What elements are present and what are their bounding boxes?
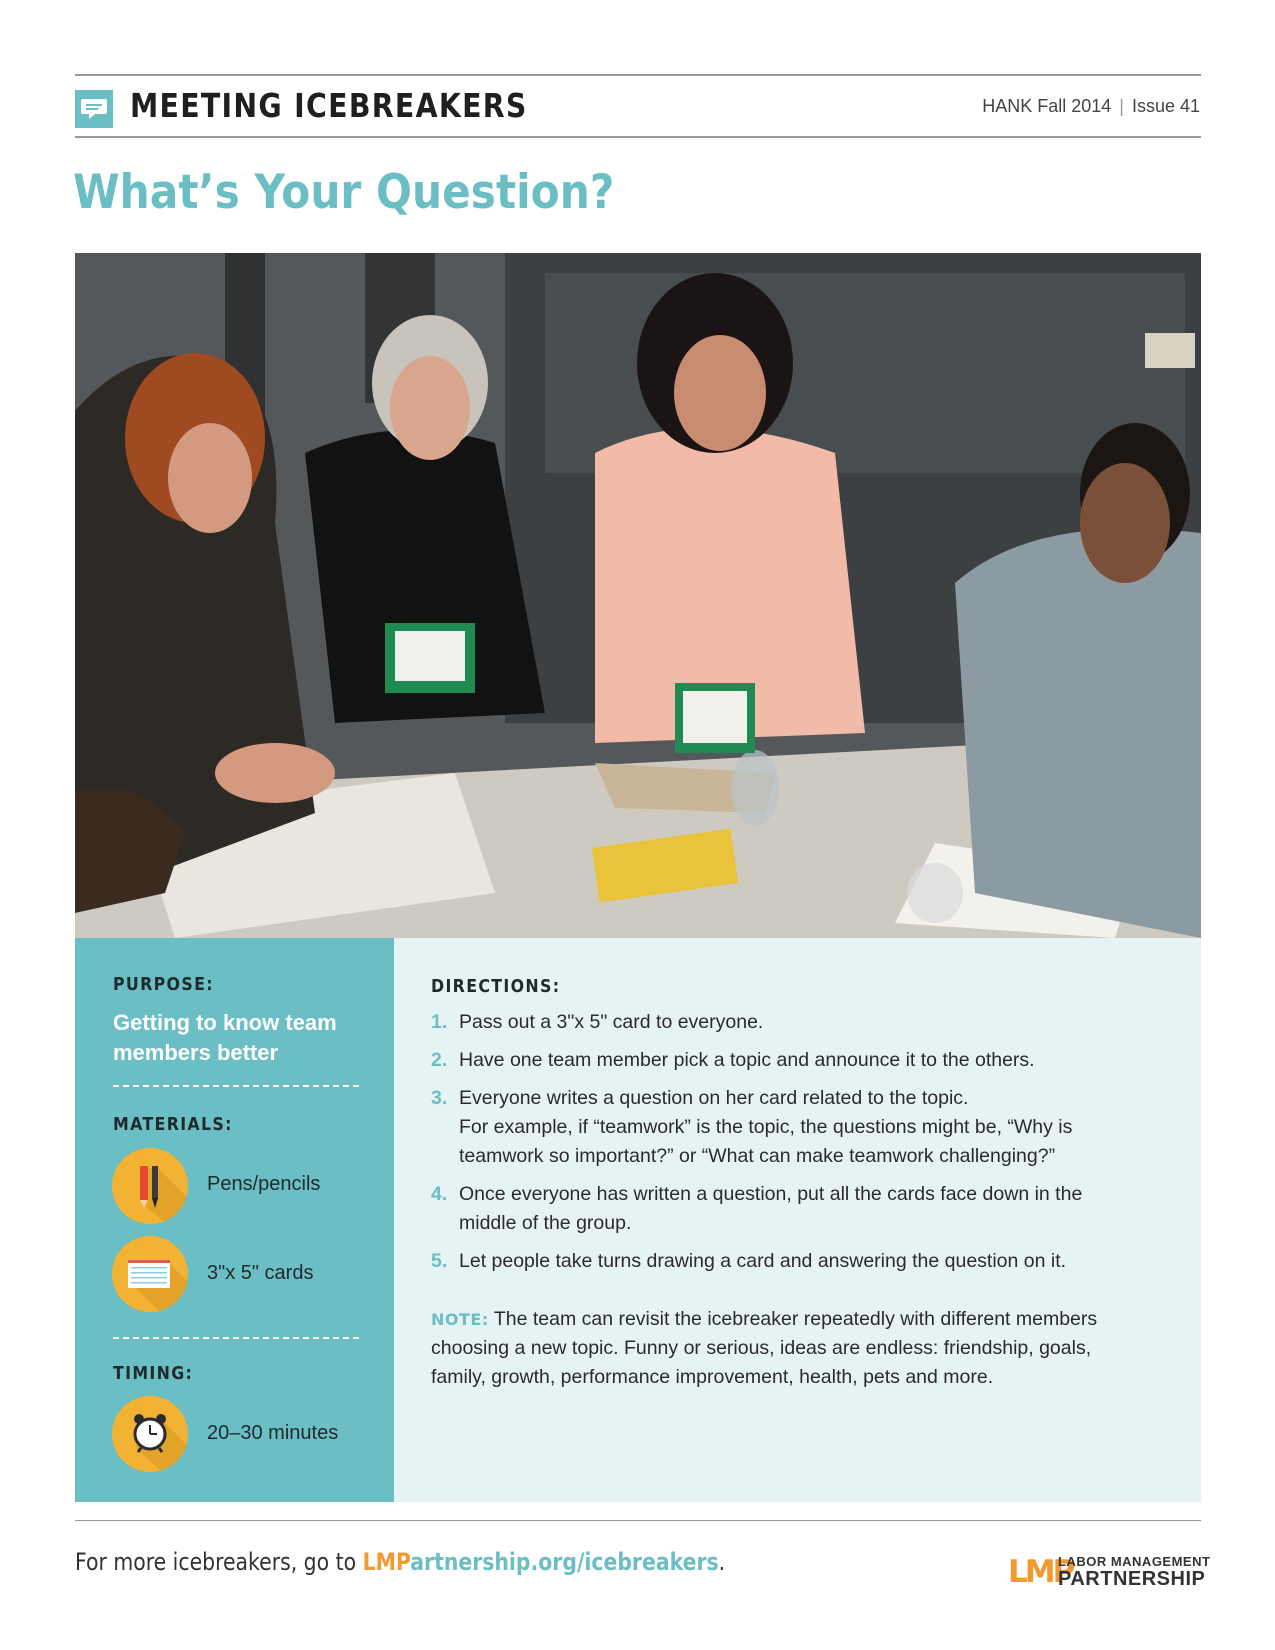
purpose-line: Getting to know team <box>113 1010 337 1035</box>
header-bottom-rule <box>75 136 1201 138</box>
top-rule <box>75 74 1201 76</box>
step-text: Everyone writes a question on her card related to the topic. <box>459 1087 969 1109</box>
purpose-text <box>113 1008 373 1068</box>
step-text: middle of the group. <box>459 1212 632 1234</box>
info-sidebar <box>75 938 394 1502</box>
timing-label: 20–30 minutes <box>207 1422 339 1444</box>
directions-panel <box>394 938 1201 1502</box>
direction-step <box>431 1180 1151 1238</box>
footer-text <box>75 1548 725 1576</box>
direction-step <box>431 1247 1151 1276</box>
issue-separator: | <box>1119 96 1124 116</box>
step-number: 5. <box>431 1250 448 1272</box>
step-number: 2. <box>431 1049 448 1071</box>
footer-link-lmp: LMP <box>362 1548 411 1576</box>
footer-prefix: For more icebreakers, go to <box>75 1548 363 1576</box>
timing-heading: TIMING: <box>113 1363 194 1384</box>
meeting-photo <box>75 253 1201 938</box>
note-text: family, growth, performance improvement, health, pets and more. <box>431 1366 994 1388</box>
step-text: Let people take turns drawing a card and answering the question on it. <box>459 1250 1067 1272</box>
direction-step <box>431 1008 1151 1037</box>
alarm-clock-icon <box>112 1396 188 1472</box>
speech-bubble-icon <box>75 90 113 128</box>
step-text: Once everyone has written a question, put all the cards face down in the <box>459 1183 1083 1205</box>
step-text: For example, if “teamwork” is the topic, the questions might be, “Why is <box>459 1116 1073 1138</box>
materials-heading: MATERIALS: <box>113 1114 233 1135</box>
step-text: Pass out a 3"x 5" card to everyone. <box>459 1011 764 1033</box>
logo-line1: LABOR MANAGEMENT <box>1058 1554 1211 1569</box>
note-text: The team can revisit the icebreaker repeatedly with different members <box>493 1308 1098 1330</box>
direction-step <box>431 1084 1151 1171</box>
step-number: 1. <box>431 1011 448 1033</box>
purpose-heading: PURPOSE: <box>113 974 214 995</box>
step-text: Have one team member pick a topic and announce it to the others. <box>459 1049 1035 1071</box>
direction-step <box>431 1046 1151 1075</box>
directions-heading: DIRECTIONS: <box>431 976 561 997</box>
section-title: MEETING ICEBREAKERS <box>130 86 528 125</box>
lmp-logo <box>1008 1552 1211 1596</box>
footer-rule <box>75 1520 1201 1521</box>
page-title: What’s Your Question? <box>73 165 615 220</box>
note-text: choosing a new topic. Funny or serious, ideas are endless: friendship, goals, <box>431 1337 1092 1359</box>
publication-label: HANK Fall 2014 <box>982 96 1112 116</box>
footer-link-url: artnership.org/icebreakers <box>410 1548 719 1576</box>
issue-info <box>982 96 1200 117</box>
purpose-line: members better <box>113 1040 279 1065</box>
note-label: NOTE: <box>431 1310 489 1329</box>
material-label: Pens/pencils <box>207 1173 321 1195</box>
divider <box>113 1337 359 1339</box>
logo-mark: LMP <box>1008 1554 1073 1590</box>
step-text: teamwork so important?” or “What can make teamwork challenging?” <box>459 1145 1056 1167</box>
step-number: 4. <box>431 1183 448 1205</box>
divider <box>113 1085 359 1087</box>
footer-suffix: . <box>718 1548 726 1576</box>
logo-line2: PARTNERSHIP <box>1058 1568 1206 1590</box>
step-number: 3. <box>431 1087 448 1109</box>
directions-list <box>431 1008 1151 1285</box>
note-block <box>431 1305 1131 1392</box>
material-label: 3"x 5" cards <box>207 1262 314 1284</box>
footer-link[interactable] <box>363 1548 719 1576</box>
issue-number: Issue 41 <box>1131 96 1200 116</box>
index-card-icon <box>112 1236 188 1312</box>
pencil-icon <box>112 1148 188 1224</box>
